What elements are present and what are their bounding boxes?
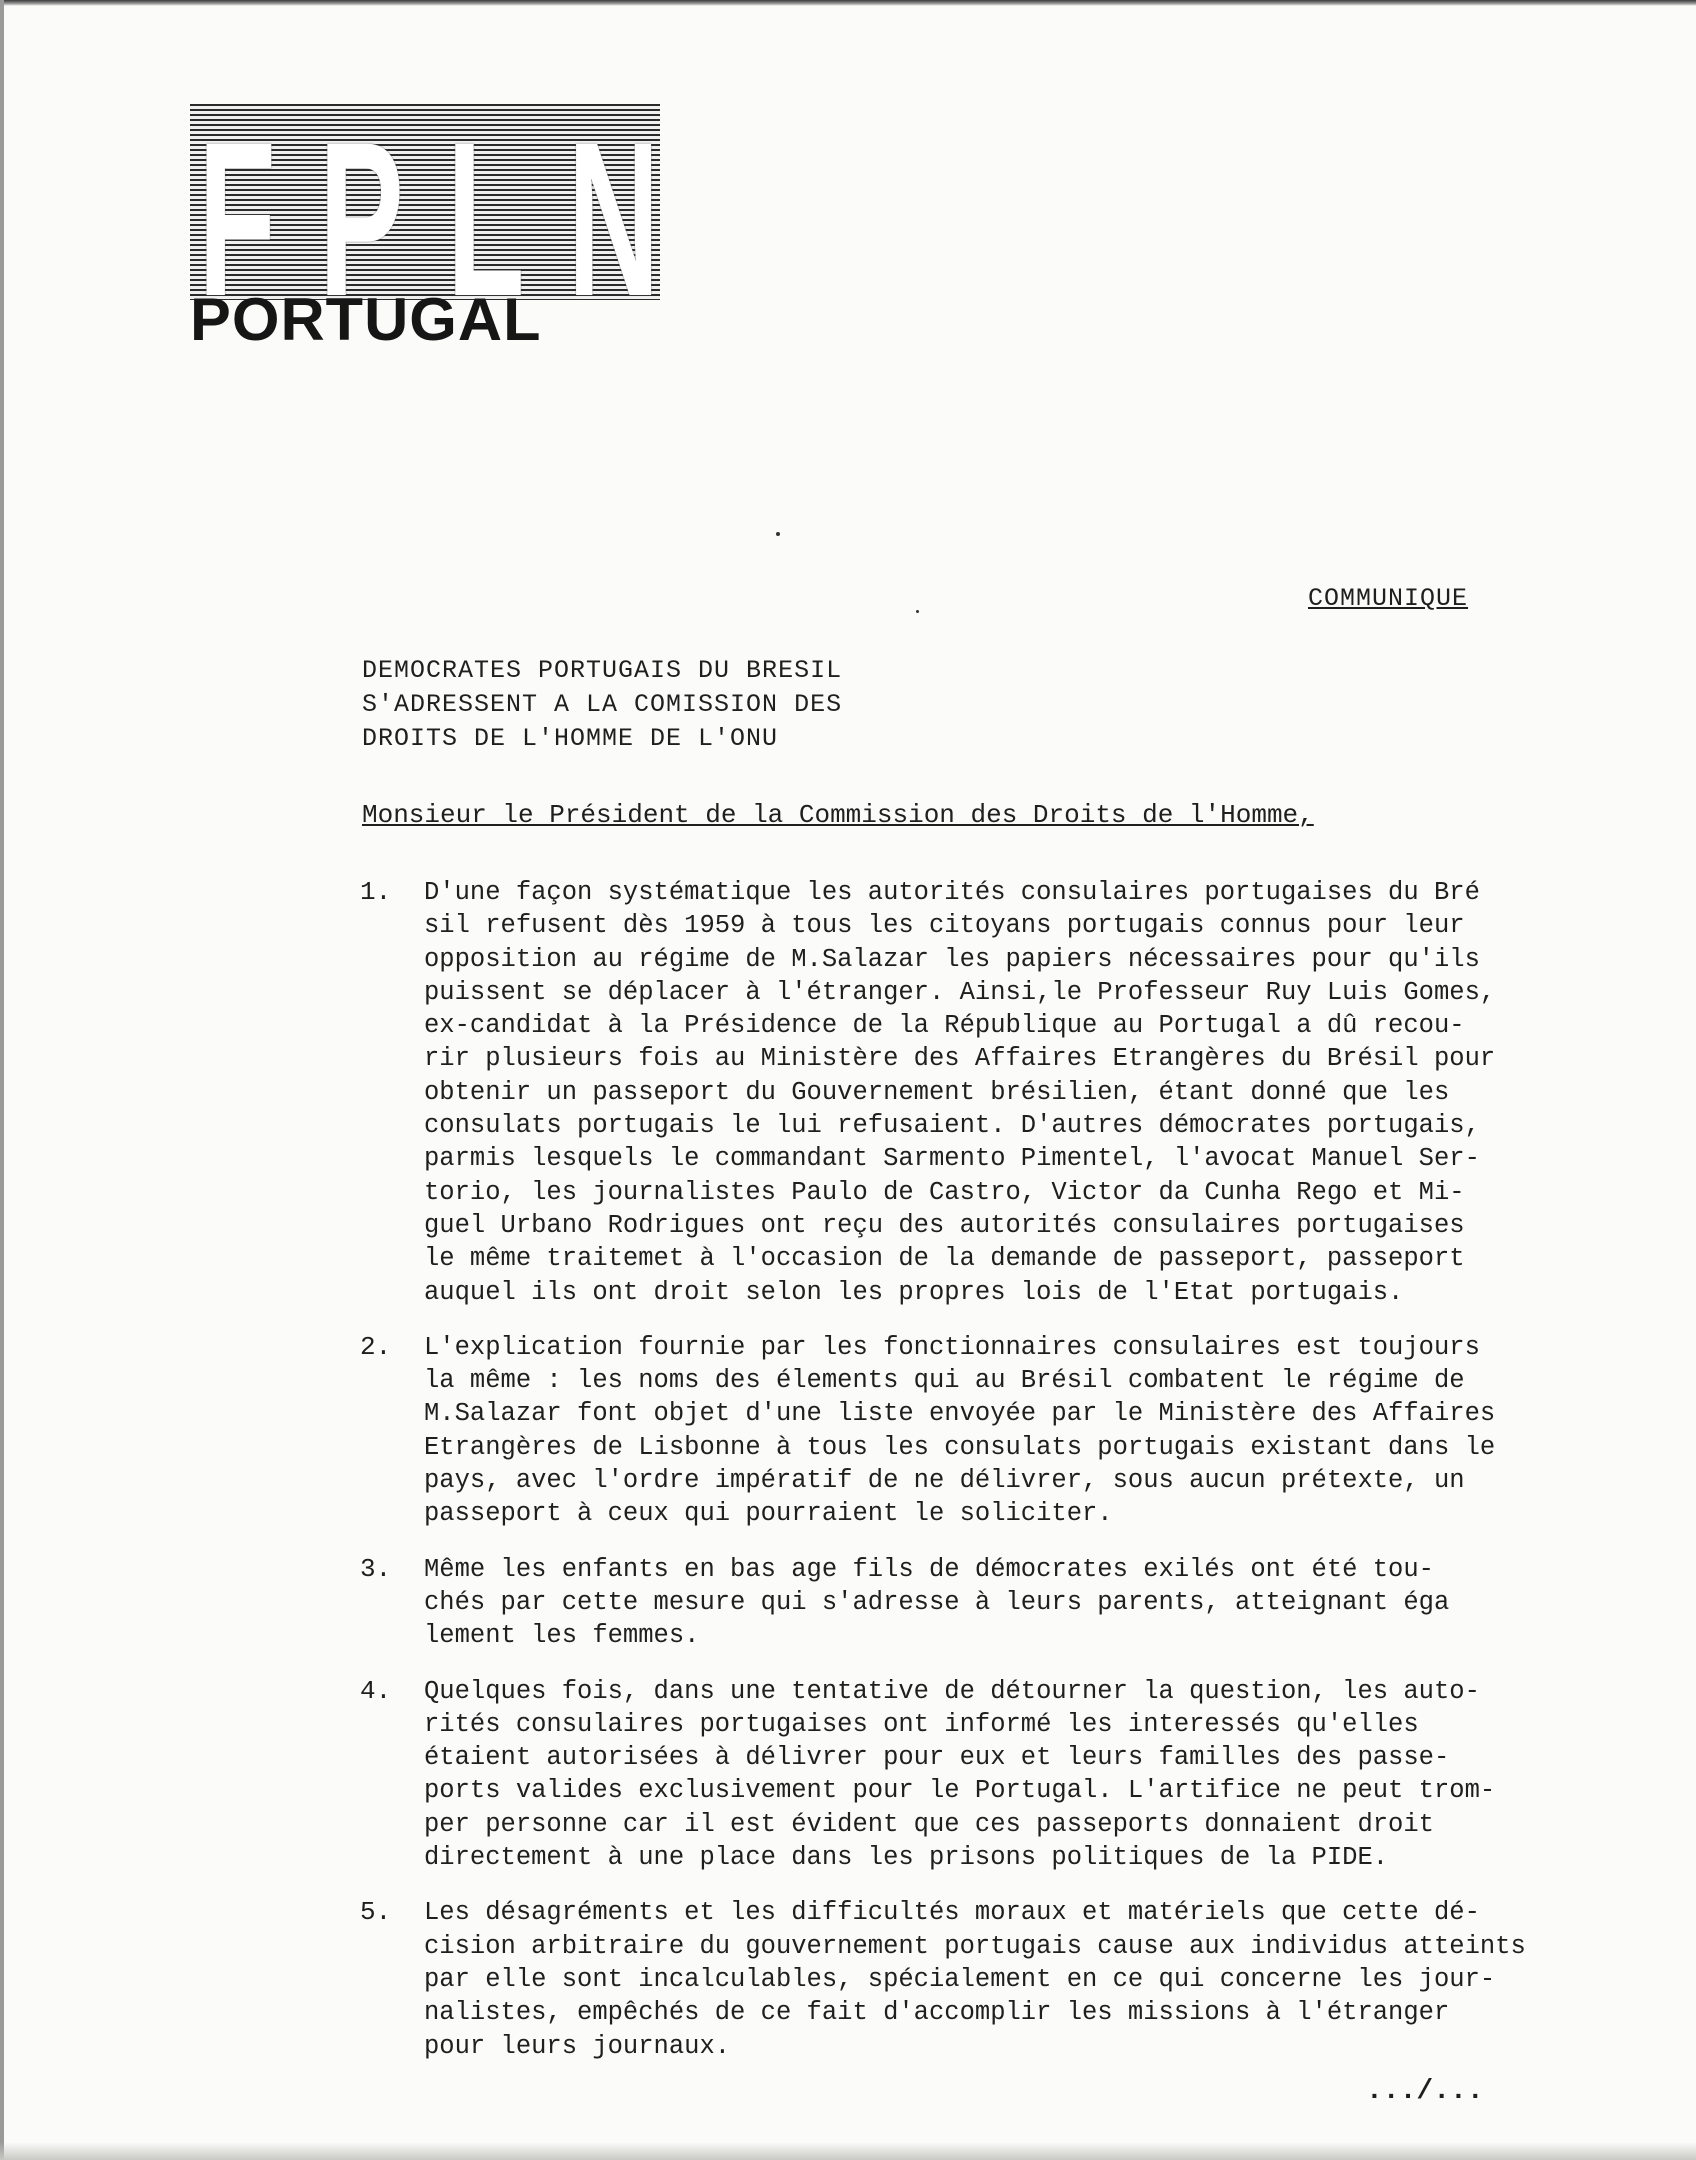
logo-word: PORTUGAL [190, 286, 542, 353]
scan-speck [776, 532, 780, 536]
item-number: 1. [360, 877, 392, 907]
text-line: la même : les noms des élements qui au Brésil combatent le régime de [424, 1366, 1465, 1396]
item-text [424, 1331, 1495, 1531]
list-item [360, 876, 1540, 1309]
text-line: Quelques fois, dans une tentative de détourner la question, les auto- [424, 1676, 1480, 1706]
salutation: Monsieur le Président de la Commission des Droits de l'Homme, [362, 800, 1314, 830]
text-line: Même les enfants en bas age fils de démocrates exilés ont été tou- [424, 1554, 1434, 1584]
text-line: cision arbitraire du gouvernement portugais cause aux individus atteints [424, 1931, 1526, 1961]
document-title [362, 654, 842, 756]
text-line: guel Urbano Rodrigues ont reçu des autorités consulaires portugaises [424, 1210, 1465, 1240]
scan-bottom-edge [0, 2142, 1696, 2160]
list-item [360, 1553, 1540, 1653]
text-line: étaient autorisées à délivrer pour eux et leurs familles des passe- [424, 1743, 1450, 1773]
text-line: consulats portugais le lui refusaient. D'autres démocrates portugais, [424, 1111, 1480, 1141]
text-line: obtenir un passeport du Gouvernement brésilien, étant donné que les [424, 1077, 1450, 1107]
fpln-portugal-logo [190, 96, 660, 353]
title-line: DROITS DE L'HOMME DE L'ONU [362, 724, 779, 753]
logo-letter: P [318, 96, 401, 342]
text-line: chés par cette mesure qui s'adresse à leurs parents, atteignant éga [424, 1587, 1450, 1617]
text-line: passeport à ceux qui pourraient le soliciter. [424, 1499, 1113, 1529]
item-text [424, 1896, 1526, 2062]
numbered-items [360, 876, 1540, 2085]
item-number: 2. [360, 1331, 392, 1362]
scan-top-edge [0, 0, 1696, 6]
text-line: pour leurs journaux. [424, 2031, 731, 2061]
scan-speck [916, 610, 919, 613]
text-line: le même traitemet à l'occasion de la demande de passeport, passeport [424, 1244, 1465, 1274]
text-line: nalistes, empêchés de ce fait d'accomplir les missions à l'étranger [424, 1998, 1450, 2028]
text-line: auquel ils ont droit selon les propres lois de l'Etat portugais. [424, 1277, 1404, 1307]
title-line: S'ADRESSENT A LA COMISSION DES [362, 690, 843, 719]
item-text [424, 1675, 1495, 1875]
continuation-marker: .../... [1366, 2076, 1484, 2107]
title-line: DEMOCRATES PORTUGAIS DU BRESIL [362, 656, 843, 685]
text-line: rir plusieurs fois au Ministère des Affaires Etrangères du Brésil pour [424, 1044, 1496, 1074]
logo-letter: F [198, 96, 273, 342]
text-line: D'une façon systématique les autorités consulaires portugaises du Bré [424, 878, 1480, 907]
text-line: directement à une place dans les prisons politiques de la PIDE. [424, 1843, 1389, 1873]
text-line: parmis lesquels le commandant Sarmento Pimentel, l'avocat Manuel Ser- [424, 1144, 1480, 1174]
item-number: 5. [360, 1897, 392, 1928]
communique-heading: COMMUNIQUE [1308, 584, 1469, 613]
text-line: per personne car il est évident que ces passeports donnaient droit [424, 1809, 1434, 1839]
text-line: Etrangères de Lisbonne à tous les consulats portugais existant dans le [424, 1432, 1496, 1462]
item-text [424, 1553, 1449, 1653]
text-line: rités consulaires portugaises ont informé les interessés qu'elles [424, 1709, 1419, 1739]
text-line: ports valides exclusivement pour le Portugal. L'artifice ne peut trom- [424, 1776, 1496, 1806]
text-line: M.Salazar font objet d'une liste envoyée par le Ministère des Affaires [424, 1399, 1496, 1429]
text-line: sil refusent dès 1959 à tous les citoyans portugais connus pour leur [424, 911, 1465, 941]
text-line: opposition au régime de M.Salazar les papiers nécessaires pour qu'ils [424, 944, 1480, 974]
item-number: 4. [360, 1675, 392, 1706]
text-line: lement les femmes. [424, 1621, 700, 1651]
text-line: par elle sont incalculables, spécialement en ce qui concerne les jour- [424, 1964, 1496, 1994]
text-line: puissent se déplacer à l'étranger. Ainsi,le Professeur Ruy Luis Gomes, [424, 977, 1496, 1007]
logo-letter: L [446, 96, 522, 342]
text-line: ex-candidat à la Présidence de la République au Portugal a dû recou- [424, 1011, 1465, 1041]
text-line: torio, les journalistes Paulo de Castro, Victor da Cunha Rego et Mi- [424, 1177, 1465, 1207]
text-line: L'explication fournie par les fonctionnaires consulaires est toujours [424, 1332, 1480, 1362]
logo-letter: N [567, 96, 657, 342]
list-item [360, 1896, 1540, 2062]
item-number: 3. [360, 1553, 392, 1584]
list-item [360, 1331, 1540, 1531]
list-item [360, 1675, 1540, 1875]
text-line: Les désagréments et les difficultés moraux et matériels que cette dé- [424, 1898, 1480, 1928]
scan-left-edge [0, 0, 4, 2160]
item-text [424, 876, 1495, 1309]
text-line: pays, avec l'ordre impératif de ne délivrer, sous aucun prétexte, un [424, 1466, 1465, 1496]
